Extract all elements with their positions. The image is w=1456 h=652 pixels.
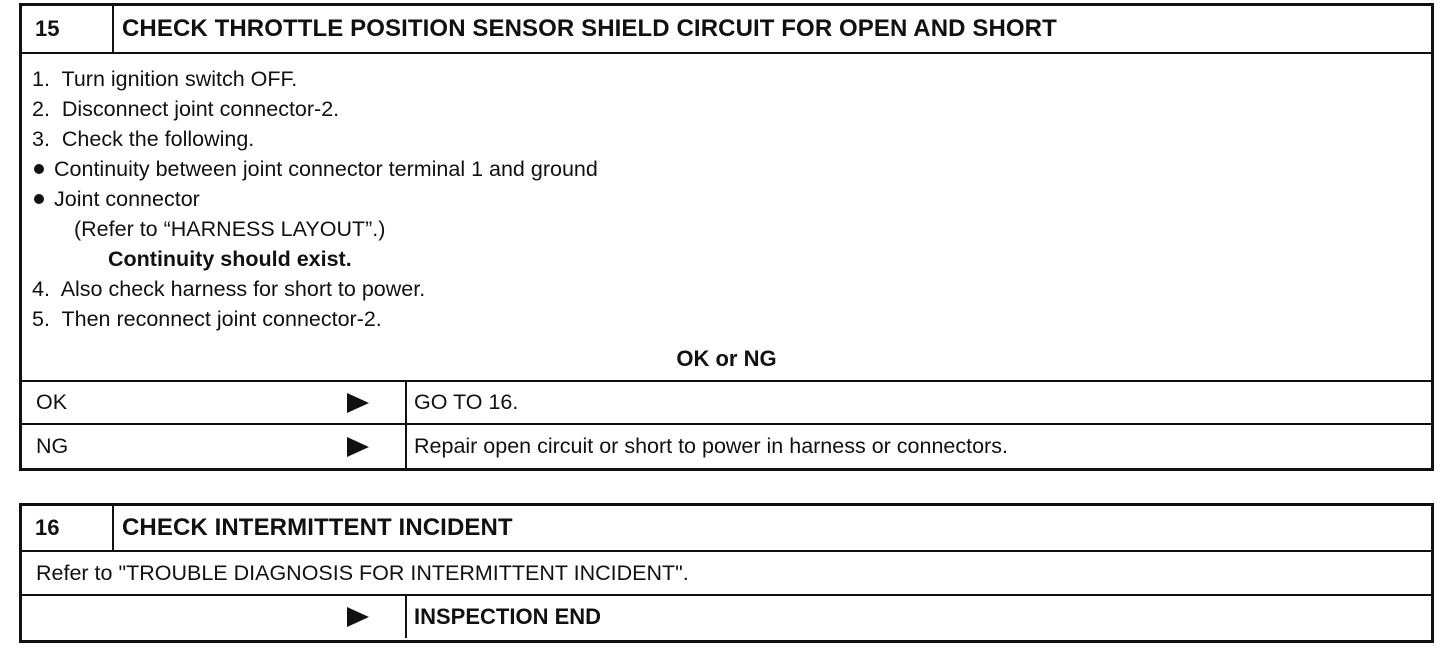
step-15-instructions bbox=[22, 54, 1431, 382]
instruction-line: 1. Turn ignition switch OFF. bbox=[32, 67, 298, 91]
result-action: Repair open circuit or short to power in harness or connectors. bbox=[414, 434, 1008, 458]
arrow-right-icon bbox=[347, 393, 369, 413]
arrow-right-icon bbox=[347, 607, 369, 627]
instruction-line: 3. Check the following. bbox=[32, 127, 255, 151]
result-row-ok bbox=[22, 382, 1431, 425]
result-row-ng bbox=[22, 425, 1431, 468]
result-row-end bbox=[22, 596, 1431, 638]
instruction-line: 4. Also check harness for short to power. bbox=[32, 277, 426, 301]
reference-note: (Refer to “HARNESS LAYOUT”.) bbox=[74, 217, 386, 241]
instruction-line: 5. Then reconnect joint connector-2. bbox=[32, 307, 382, 331]
step-16-table bbox=[19, 503, 1434, 643]
result-action: INSPECTION END bbox=[414, 604, 602, 629]
arrow-right-icon bbox=[347, 437, 369, 457]
result-label bbox=[22, 425, 407, 468]
result-label bbox=[22, 596, 407, 638]
bullet-item bbox=[32, 184, 1431, 214]
bullet-item bbox=[32, 154, 1431, 184]
step-16-header bbox=[22, 506, 1431, 552]
step-15-header bbox=[22, 6, 1431, 54]
ok-or-ng-label: OK or NG bbox=[676, 346, 777, 371]
instruction-line: 2. Disconnect joint connector-2. bbox=[32, 97, 340, 121]
bullet-icon bbox=[34, 164, 44, 174]
result-label-text: NG bbox=[36, 434, 69, 458]
step-number: 15 bbox=[22, 6, 114, 52]
step-title: CHECK INTERMITTENT INCIDENT bbox=[122, 514, 513, 541]
result-action: GO TO 16. bbox=[414, 390, 519, 414]
step-title: CHECK THROTTLE POSITION SENSOR SHIELD CIRCUIT FOR OPEN AND SHORT bbox=[122, 15, 1057, 42]
result-label bbox=[22, 382, 407, 423]
result-label-text: OK bbox=[36, 390, 68, 414]
step-16-instructions: Refer to "TROUBLE DIAGNOSIS FOR INTERMITTENT INCIDENT". bbox=[22, 552, 1431, 596]
bullet-text: Continuity between joint connector terminal 1 and ground bbox=[54, 157, 598, 181]
step-15-table bbox=[19, 3, 1434, 471]
bullet-text: Joint connector bbox=[54, 187, 200, 211]
bullet-icon bbox=[34, 194, 44, 204]
expected-result-note: Continuity should exist. bbox=[108, 247, 352, 271]
step-number: 16 bbox=[22, 506, 114, 550]
